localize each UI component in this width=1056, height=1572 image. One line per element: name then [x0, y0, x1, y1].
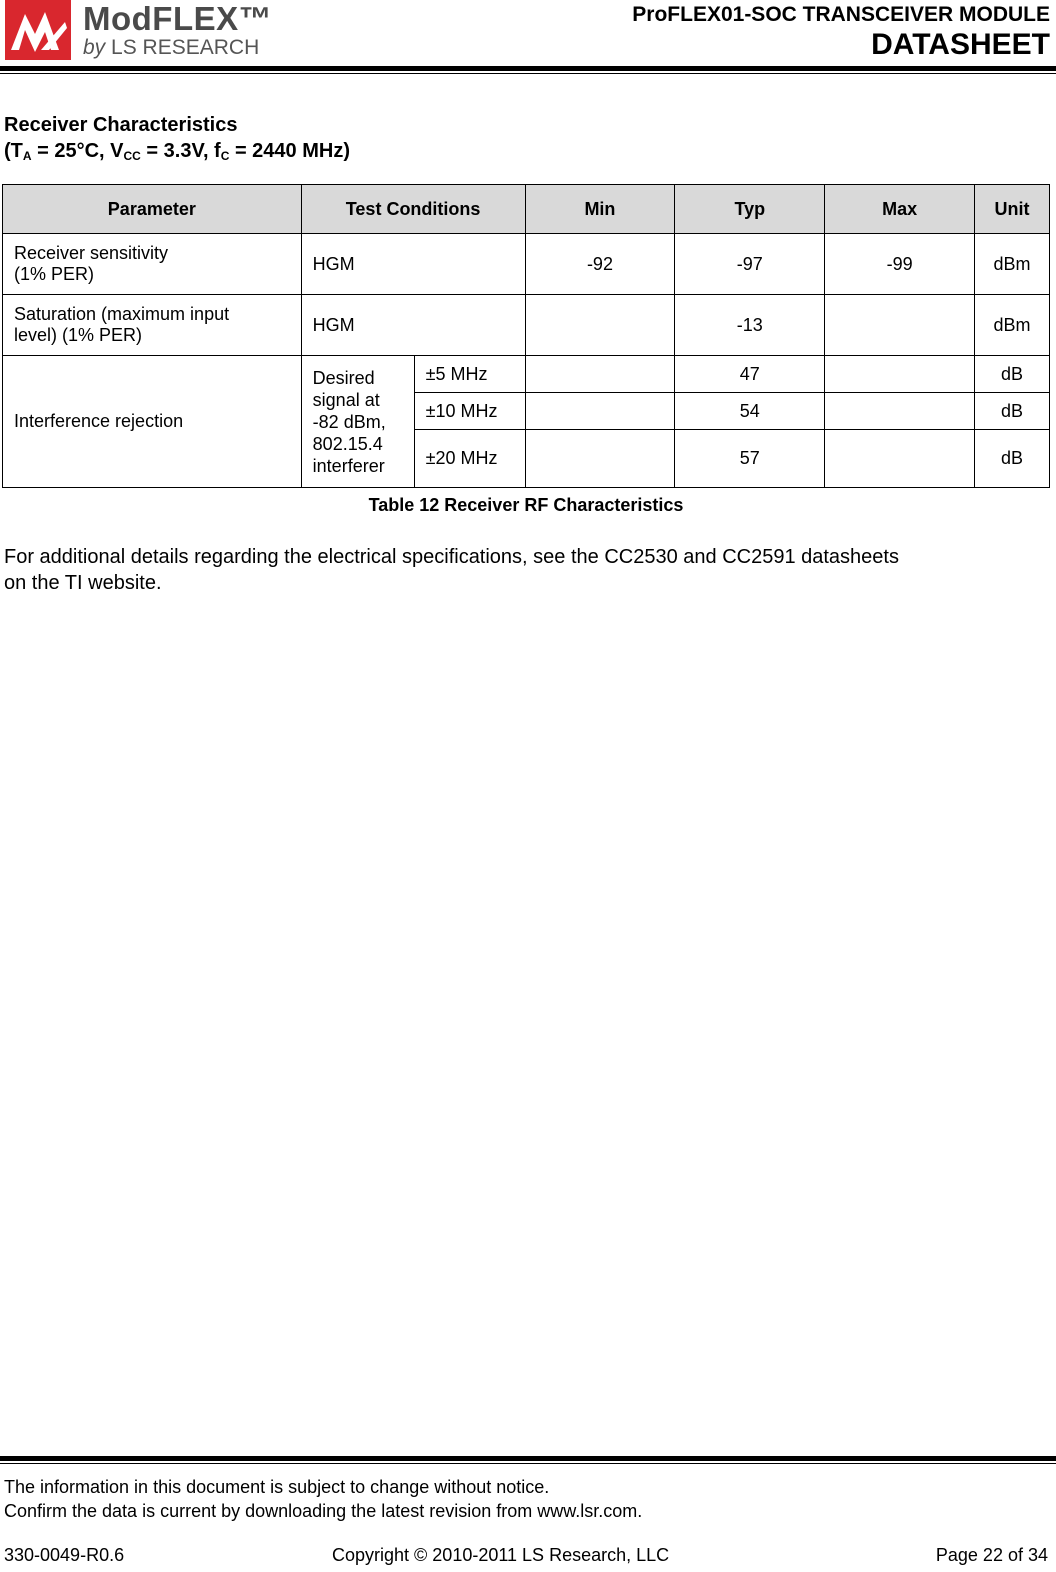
header-min: Min	[525, 185, 675, 234]
body-paragraph: For additional details regarding the electrical specifications, see the CC2530 and CC2591 datasheets on the TI website.	[4, 546, 899, 594]
footer-rule-thin	[0, 1463, 1056, 1464]
cell-min	[525, 393, 675, 430]
header-max: Max	[825, 185, 975, 234]
cell-min	[525, 430, 675, 488]
section-conditions: ($T_A = 25^\circ C$, $V_{CC} = 3.3V$, $f_C = 2440$ MHz)	[4, 140, 350, 163]
cell-conditions: Desired signal at -82 dBm, 802.15.4 interferer	[301, 356, 414, 488]
document-title-product: ProFLEX01-SOC TRANSCEIVER MODULE	[632, 3, 1050, 26]
cell-parameter: Saturation (maximum input level) (1% PER)	[3, 295, 302, 356]
notice-line-1: The information in this document is subject to change without notice.	[4, 1477, 550, 1497]
cell-offset: ±20 MHz	[414, 430, 525, 488]
section-heading	[4, 112, 350, 169]
cell-unit: dB	[975, 430, 1050, 488]
header-rule-thin	[0, 73, 1056, 74]
cell-min	[525, 356, 675, 393]
cell-typ: -97	[675, 234, 825, 295]
cell-unit: dBm	[975, 234, 1050, 295]
cell-unit: dB	[975, 393, 1050, 430]
cell-min: -92	[525, 234, 675, 295]
header-rule	[0, 66, 1056, 71]
logo-company-text: LS RESEARCH	[111, 36, 260, 59]
logo-by-text: by	[83, 36, 106, 59]
cell-max	[825, 393, 975, 430]
logo-mark-icon	[5, 0, 75, 62]
header-unit: Unit	[975, 185, 1050, 234]
cell-typ: 57	[675, 430, 825, 488]
cell-max	[825, 430, 975, 488]
footer-notice	[4, 1475, 642, 1523]
table-row	[3, 356, 1050, 393]
page-number: Page 22 of 34	[935, 1545, 1048, 1565]
cell-conditions: HGM	[301, 234, 525, 295]
document-title-type: DATASHEET	[871, 28, 1050, 61]
cell-unit: dB	[975, 356, 1050, 393]
cell-parameter: Receiver sensitivity (1% PER)	[3, 234, 302, 295]
footer-rule	[0, 1456, 1056, 1461]
table-header-row	[3, 185, 1050, 234]
cell-typ: 54	[675, 393, 825, 430]
cell-parameter: Interference rejection	[3, 356, 302, 488]
cell-offset: ±10 MHz	[414, 393, 525, 430]
header-parameter: Parameter	[3, 185, 302, 234]
copyright-text: Copyright © 2010-2011 LS Research, LLC	[332, 1545, 670, 1565]
header-test-conditions: Test Conditions	[301, 185, 525, 234]
header-typ: Typ	[675, 185, 825, 234]
section-title: Receiver Characteristics	[4, 114, 238, 136]
receiver-characteristics-table	[2, 184, 1050, 488]
cell-min	[525, 295, 675, 356]
document-number: 330-0049-R0.6	[4, 1545, 125, 1565]
table-row	[3, 234, 1050, 295]
cell-unit: dBm	[975, 295, 1050, 356]
cell-typ: -13	[675, 295, 825, 356]
company-logo	[5, 0, 285, 64]
logo-brand-text: ModFLEX™	[83, 0, 273, 37]
cell-max	[825, 356, 975, 393]
cell-conditions: HGM	[301, 295, 525, 356]
cell-typ: 47	[675, 356, 825, 393]
document-title	[632, 2, 1050, 62]
logo-subtitle	[83, 36, 259, 60]
cell-offset: ±5 MHz	[414, 356, 525, 393]
cell-max	[825, 295, 975, 356]
table-caption: Table 12 Receiver RF Characteristics	[368, 495, 684, 515]
notice-line-2: Confirm the data is current by downloading the latest revision from www.lsr.com.	[4, 1501, 643, 1521]
cell-max: -99	[825, 234, 975, 295]
table-row	[3, 295, 1050, 356]
